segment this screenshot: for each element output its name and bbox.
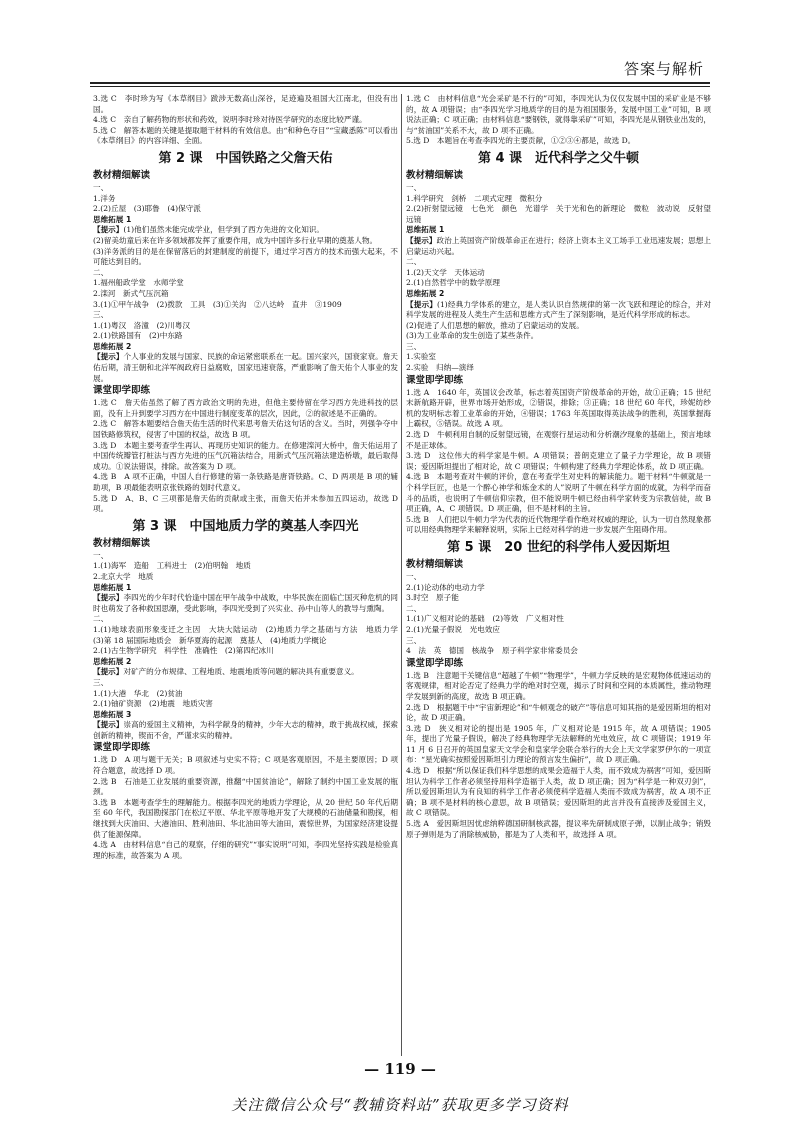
answer-line: 二、 — [93, 614, 109, 624]
tip-text: (1)他们虽然未能完成学业，但学到了西方先进的文化知识。 — [123, 225, 324, 235]
thinking-extension-heading: 思维拓展 1 — [93, 582, 132, 592]
answer-line: 2.选 D 根据题干中“宇宙新理论”和“牛顿观念的破产”等信息可知其指的是爱因斯坦的相对论，故 D 项正确。 — [406, 702, 711, 723]
header-rule — [90, 82, 710, 84]
thinking-extension-heading: 思维拓展 2 — [93, 656, 132, 666]
tip-paragraph — [406, 300, 711, 321]
answer-line: 4.选 B A 项不正确，中国人自行修建的第一条铁路是唐胥铁路。C、D 两项是 B 项的辅助项，B 项最能表明京张铁路的划时代意义。 — [93, 472, 398, 492]
answer-line: 4.选 C 亲自了解药物的形状和药效，说明李时珍对待医学研究的态度比较严谨。 — [93, 115, 367, 125]
thinking-extension-heading: 思维拓展 2 — [406, 288, 445, 298]
answer-line: 3.时空 原子能 — [406, 593, 459, 603]
thinking-extension-heading: 思维拓展 1 — [93, 214, 132, 224]
tip-label: 【提示】 — [93, 225, 124, 235]
answer-line: 2.(2)丘屋 (3)耶鲁 (4)保守派 — [93, 204, 201, 214]
section-heading: 课堂即学即练 — [406, 374, 464, 386]
tip-text: 崇高的爱国主义精神，为科学献身的精神，少年大志的精神，敢于挑战权威，探索创新的精神，锲而不舍，严谨求实的精神。 — [93, 720, 399, 740]
answer-line: 2.(1)铁路国有 (2)中东路 — [93, 331, 183, 341]
answer-line: (3)为工业革命的发生创造了某些条件。 — [406, 331, 539, 341]
header-title: 答案与解析 — [623, 60, 704, 78]
answer-line: 5.选 D A、B、C 三项都是詹天佑的贡献或主张，而詹天佑并未参加五四运动，故选 D 项。 — [93, 493, 398, 514]
answer-line: 1.洋务 — [93, 193, 116, 203]
answer-line: 1.(1)大港 华北 (2)贫油 — [93, 688, 183, 698]
answer-line: 3.(1)①甲午战争 (2)拨款 工具 (3)①关沟 ②八达岭 直井 ③1909 — [93, 299, 342, 309]
section-heading: 课堂即学即练 — [93, 742, 151, 754]
lesson-title: 第 2 课 中国铁路之父詹天佑 — [158, 150, 333, 166]
thinking-extension-heading: 思维拓展 2 — [93, 341, 132, 351]
answer-line: 1.科学研究 剑桥 二项式定理 微积分 — [406, 193, 543, 203]
answer-line: (2)促进了人们思想的解放，推动了启蒙运动的发展。 — [406, 320, 584, 330]
section-heading: 课堂即学即练 — [93, 385, 151, 397]
answer-line: 1.选 D A 项与题干无关；B 项叙述与史实不符；C 项是客观原因，不是主要原因；D 项符合题意，故选择 D 项。 — [93, 755, 398, 776]
answer-line: 3.选 D 这位伟大的科学家是牛顿。A 项错误；普朗克建立了量子力学理论，故 B 项错误；爱因斯坦提出了相对论，故 C 项错误；牛顿构建了经典力学理论体系，故 D 项正确。 — [406, 451, 711, 471]
tip-text: 政治上英国资产阶级革命正在进行；经济上资本主义工场手工业迅速发展；思想上启蒙运动兴起。 — [406, 235, 712, 256]
column-divider — [401, 94, 402, 1056]
answer-line: 二、 — [406, 257, 422, 267]
answer-line: 3.选 B 本题考查学生的理解能力。根据李四光的地质力学理论，从 20 世纪 50 年代后期至 60 年代，我国勘探部门在松辽平原、华北平原等地开发了大规模的石油储量和勘探，相继找到大庆油田、大港油田、胜利油田、华北油田等大油田，震惊世界，为国家经济建设提供了能源保障。 — [93, 797, 398, 839]
answer-line: 1.福州船政学堂 水师学堂 — [93, 278, 184, 288]
thinking-extension-heading: 思维拓展 1 — [406, 225, 445, 235]
section-heading: 课堂即学即练 — [406, 657, 464, 669]
section-heading: 教材精细解读 — [93, 169, 151, 181]
answer-line: 一、 — [93, 182, 109, 192]
answer-line: 3.选 C 李时珍为写《本草纲目》跋涉无数高山深谷，足迹遍及祖国大江南北，但没有出国。 — [93, 94, 398, 114]
answer-line: 2.选 D 牛顿利用自制的反射望远镜，在观察行星运动和分析潮汐现象的基础上，预言地球不是正球体。 — [406, 430, 711, 450]
answer-line: 2.实验 归纳—演绎 — [406, 363, 474, 373]
answer-line: 三、 — [93, 677, 109, 687]
section-heading: 教材精细解读 — [93, 537, 151, 549]
answer-line: 4.选 B 本题考查对牛顿的评价，意在考查学生对史料的解读能力。题干材料“牛顿就是一个科学巨匠，也是一个醉心神学和炼金术的人”说明了牛顿在科学方面的成就，为科学而奋斗的品质，也说明了牛顿信仰宗教，但不能说明牛顿已经由科学家转变为宗教信徒，故 B 项正确，A、C 项错误。D 项正确，但不是材料的主旨。 — [406, 472, 711, 514]
answer-line: 1.选 A 1640 年，英国议会改革，标志着英国资产阶级革命的开始，故①正确；15 世纪末新航路开辟，世界市场开始形成，②错误，排除；③正确；18 世纪 60 年代，珍妮纺纱机的发明标志着工业革命的开始，④错误；1763 年英国取得英法战争的胜利，英国掌握海上霸权，⑤错误。故选 A 项。 — [406, 387, 711, 429]
tip-paragraph — [406, 236, 711, 257]
answer-line: 2.(2)折射望远镜 七色光 颜色 光谱学 关于光和色的新理论 微粒 波动说 反射望远镜 — [406, 204, 711, 224]
tip-label: 【提示】 — [93, 720, 124, 730]
tip-paragraph — [93, 593, 398, 614]
tip-label: 【提示】 — [93, 667, 124, 677]
answer-line: 三、 — [93, 310, 109, 320]
answer-line: (2)留美幼童后来在许多领域都发挥了重要作用，成为中国许多行业早期的奠基人物。 — [93, 235, 378, 245]
answer-line: 三、 — [406, 635, 422, 645]
lesson-title: 第 5 课 20 世纪的科学伟人爱因斯坦 — [447, 539, 670, 555]
answer-line: 1.(1)海军 造船 工科进士 (2)伯明翰 地质 — [93, 561, 251, 571]
tip-paragraph — [93, 352, 398, 384]
answer-line: 2.选 C 解答本题要结合詹天佑生活的时代来思考詹天佑这句话的含义。当时，列强争夺中国铁路修筑权，侵害了中国的权益，故选 B 项。 — [93, 419, 398, 440]
header-rule-thin — [90, 86, 710, 87]
answer-line: 5.选 C 解答本题的关键是提取题干材料的有效信息。由“和种色夺目”“宝藏悉陈”可以看出《本草纲目》的内容详细、全面。 — [93, 125, 398, 146]
answer-line: 2.(1)自然哲学中的数学原理 — [406, 278, 500, 288]
answer-line: 1.(1)广义相对论的基础 (2)等效 广义相对性 — [406, 614, 564, 624]
answer-line: 4.选 D 根据“所以保证我们科学思想的成果会造福于人类，而不致成为祸害”可知，爱因斯坦认为科学工作者必须坚持用科学造福于人类，故 D 项正确；因为“科学是一种双刃剑”，所以爱因斯坦认为有良知的科学工作者必须使科学造福人类而不致成为祸害，故 A 项不正确；B 项不是材料的核心意思，故 B 项错误；爱因斯坦的此言并没有直接涉及爱国主义，故 C 项错误。 — [406, 766, 711, 818]
answer-line: 5.选 D 本题旨在考查李四光的主要贡献，①②③④都是，故选 D。 — [406, 136, 636, 146]
tip-text: 个人事业的发展与国家、民族的命运紧密联系在一起。国兴家兴，国衰家衰。詹天佑后期，清王朝和北洋军阀政府日益腐败，国家迅速衰落，严重影响了詹天佑个人事业的发展。 — [93, 352, 399, 383]
answer-line: 1.(2)天文学 天体运动 — [406, 267, 485, 277]
left-column — [93, 94, 406, 1054]
answer-line: 二、 — [93, 267, 109, 277]
answer-line: 2.滦河 新式气压沉箱 — [93, 288, 169, 298]
answer-line: 三、 — [406, 341, 422, 351]
answer-line: 一、 — [406, 182, 422, 192]
section-heading: 教材精细解读 — [406, 169, 464, 181]
answer-line: 1.(1)粤汉 洛潼 (2)川粤汉 — [93, 320, 191, 330]
tip-paragraph — [93, 720, 398, 741]
tip-label: 【提示】 — [93, 352, 124, 362]
answer-line: 1.选 C 由材料信息“光会采矿是不行的”可知，李四光认为仅仅发展中国的采矿业是不够的，故 A 项错误；由“李四光学习地质学的目的是为祖国服务，发展中国工业”可知，B 项说法正确；C 项正确；由材料信息“要钢铁，就得靠采矿”可知，李四光是从钢铁业出发的，与“贫油国”关系不大，故 D 项不正确。 — [406, 94, 711, 135]
answer-line: 3.选 D 本题主要考查学生再认、再现历史知识的能力。在修建滦河大桥中，詹天佑运用了中国传统瓣管打桩法与西方先进的压气沉箱法结合，用新式气压沉箱法建造桥墩，最后取得成功。①说法错误，排除。故答案为 D 项。 — [93, 440, 398, 471]
page-number: — 119 — — [364, 1060, 436, 1078]
answer-line: 4.选 A 由材料信息“自己的观察，仔细的研究”“事实说明”可知，李四光坚持实践是检验真理的标准，故答案为 A 项。 — [93, 840, 398, 860]
answer-line: 一、 — [406, 571, 422, 581]
tip-paragraph — [93, 225, 398, 236]
tip-text: 李四光的少年时代恰逢中国在甲午战争中战败，中华民族在面临亡国灭种危机的同时也萌发了各种救国思潮，受此影响，李四光受到了兴实业、孙中山等人的教导与熏陶。 — [93, 593, 399, 613]
answer-line: 2.(1)铀矿资源 (2)地震 地质灾害 — [93, 699, 213, 709]
answer-line: 2.(1)光量子假说 光电效应 — [406, 624, 500, 634]
tip-text: (1)经典力学体系的建立，是人类认识自然规律的第一次飞跃和理论的综合，并对科学发展的进程及人类生产生活和思维方式产生了深刻影响，是近代科学形成的标志。 — [406, 299, 711, 320]
answer-line: 4 法 英 德国 核战争 原子科学家非常委员会 — [406, 646, 578, 656]
answer-line: (3)洋务派的目的是在保留落后的封建制度的前提下，通过学习西方的技术而强大起来，不可能达到目的。 — [93, 246, 398, 267]
answer-line: 3.选 D 狭义相对论的提出是 1905 年，广义相对论是 1915 年，故 A 项错误；1905 年，提出了光量子假说，解决了经典物理学无法解释的光电效应，故 C 项错误；1919 年 11 月 6 日召开的英国皇家天文学会和皇家学会联合举行的大会上天文学家罗伊尔的一项宣布：“星光确实按照爱因斯坦引力理论的预言发生偏折”，故 D 项正确。 — [406, 723, 711, 765]
tip-label: 【提示】 — [406, 299, 437, 309]
answer-line: 5.选 A 爱因斯坦因忧虑纳粹德国研制核武器，提议率先研制成原子弹，以制止战争；销毁原子弹则是为了消除核威胁，都是为了人类和平，故选择 A 项。 — [406, 819, 711, 839]
footer-note: 关注微信公众号“教辅资料站”获取更多学习资料 — [231, 1096, 569, 1114]
answer-line: 1.实验室 — [406, 352, 437, 362]
answer-line: 2.选 B 石油是工业发展的重要资源，推翻“中国贫油论”，解除了制约中国工业发展的瓶颈。 — [93, 776, 398, 797]
tip-label: 【提示】 — [406, 235, 437, 245]
right-column — [406, 94, 711, 1054]
section-heading: 教材精细解读 — [406, 558, 464, 570]
answer-line: 1.选 B 注意题干关键信息“超越了牛顿”“物理学”，牛顿力学反映的是宏观物体低速运动的客观规律，相对论否定了经典力学的绝对时空观，揭示了时间和空间的本质属性，推动物理学发展到新的高度，故选 B 项正确。 — [406, 670, 711, 701]
answer-line: 1.选 C 詹天佑虽然了解了西方政治文明的先进，但他主要侍留在学习西方先进科技的层面，没有上升到要学习西方在中国进行制度变革的层次，因此，②的叙述是不正确的。 — [93, 398, 398, 418]
tip-paragraph — [93, 667, 398, 678]
tip-label: 【提示】 — [93, 593, 124, 603]
answer-line: 1.(1)地球表面形象变迁之主因 大块大陆运动 (2)地质力学之基础与方法 地质力学 (3)第 18 届国际地质会 新华夏海的起源 奠基人 (4)地质力学概论 — [93, 624, 406, 645]
answer-line: 二、 — [406, 603, 422, 613]
answer-line: 一、 — [93, 550, 109, 560]
answer-line: 5.选 B 人们把以牛顿力学为代表的近代物理学看作绝对权威的理论，认为一切自然现象都可以用经典物理学来解释说明，实际上已经对科学的进一步发展产生阻碍作用。 — [406, 514, 711, 535]
lesson-title: 第 3 课 中国地质力学的奠基人李四光 — [132, 518, 359, 534]
answer-line: 2.(1)论动体的电动力学 — [406, 582, 485, 592]
answer-line: 2.北京大学 地质 — [93, 571, 154, 581]
thinking-extension-heading: 思维拓展 3 — [93, 709, 132, 719]
tip-text: 对矿产的分布规律、工程地质、地震地质等问题的解决具有重要意义。 — [123, 667, 359, 677]
lesson-title: 第 4 课 近代科学之父牛顿 — [477, 150, 640, 166]
answer-line: 2.(1)古生物学研究 科学性 准确性 (2)第四纪冰川 — [93, 646, 274, 656]
